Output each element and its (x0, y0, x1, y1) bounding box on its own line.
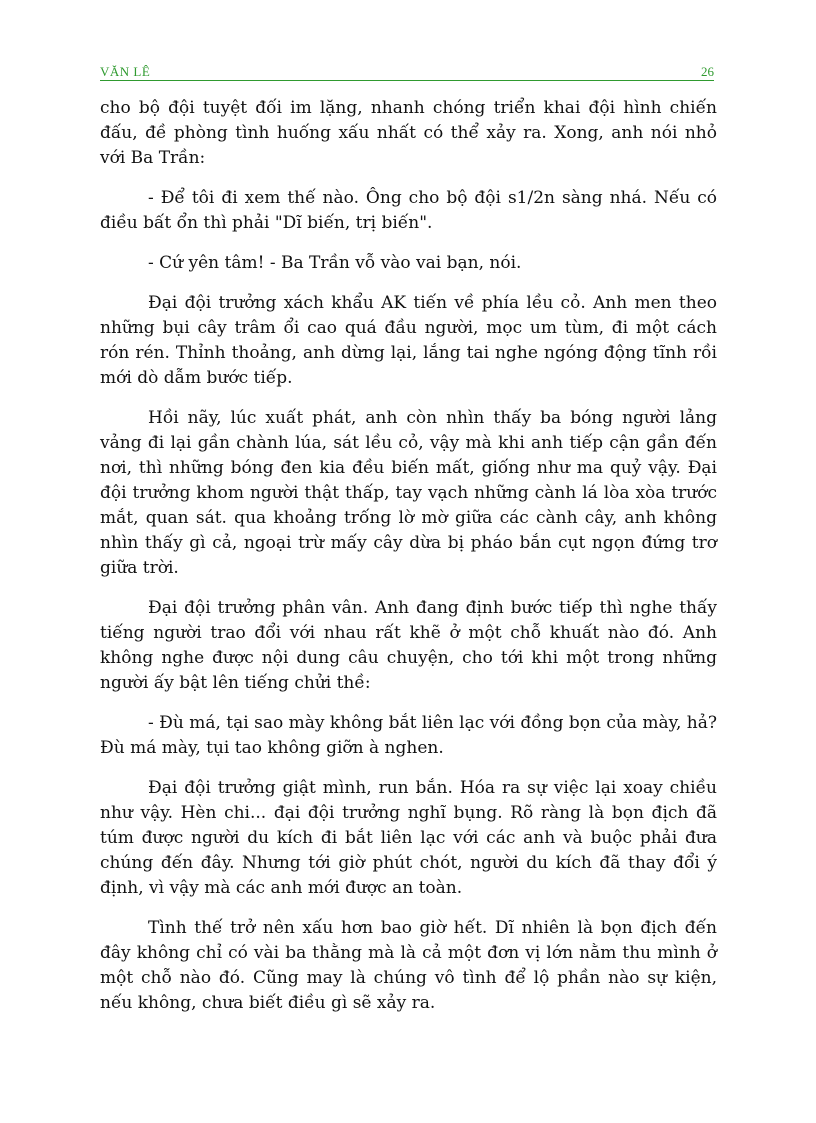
paragraph: cho bộ đội tuyệt đối im lặng, nhanh chóng triển khai đội hình chiến đấu, đề phòng tình huống xấu nhất có thể xảy ra. Xong, anh nói nhỏ với Ba Trần: (100, 98, 717, 168)
header-author: VĂN LÊ (100, 64, 151, 79)
running-header (100, 62, 714, 81)
page-number: 26 (701, 64, 714, 79)
paragraph: Đại đội trưởng phân vân. Anh đang định bước tiếp thì nghe thấy tiếng người trao đổi với nhau rất khẽ ở một chỗ khuất nào đó. Anh không nghe được nội dung câu chuyện, cho tới khi một trong những người ấy bật lên tiếng chửi thề: (100, 598, 717, 693)
paragraph: - Cứ yên tâm! - Ba Trần vỗ vào vai bạn, nói. (148, 253, 522, 273)
body-text (100, 96, 717, 1031)
paragraph: Hồi nãy, lúc xuất phát, anh còn nhìn thấy ba bóng người lảng vảng đi lại gần chành lúa, sát lều cỏ, vậy mà khi anh tiếp cận gần đến nơi, thì những bóng đen kia đều biến mất, giống như ma quỷ vậy. Đại đội trưởng khom người thật thấp, tay vạch những cành lá lòa xòa trước mắt, quan sát. qua khoảng trống lờ mờ giữa các cành cây, anh không nhìn thấy gì cả, ngoại trừ mấy cây dừa bị pháo bắn cụt ngọn đứng trơ giữa trời. (100, 408, 717, 578)
paragraph: - Đù má, tại sao mày không bắt liên lạc với đồng bọn của mày, hả? Đù má mày, tụi tao không giỡn à nghen. (100, 713, 717, 758)
paragraph: - Để tôi đi xem thế nào. Ông cho bộ đội s1/2n sàng nhá. Nếu có điều bất ổn thì phải "Dĩ biến, trị biến". (100, 188, 717, 233)
paragraph: Đại đội trưởng xách khẩu AK tiến về phía lều cỏ. Anh men theo những bụi cây trâm ổi cao quá đầu người, mọc um tùm, đi một cách rón rén. Thỉnh thoảng, anh dừng lại, lắng tai nghe ngóng động tĩnh rồi mới dò dẫm bước tiếp. (100, 293, 717, 388)
paragraph: Tình thế trở nên xấu hơn bao giờ hết. Dĩ nhiên là bọn địch đến đây không chỉ có vài ba thằng mà là cả một đơn vị lớn nằm thu mình ở một chỗ nào đó. Cũng may là chúng vô tình để lộ phần nào sự kiện, nếu không, chưa biết điều gì sẽ xảy ra. (100, 918, 717, 1013)
paragraph: Đại đội trưởng giật mình, run bắn. Hóa ra sự việc lại xoay chiều như vậy. Hèn chi... đại đội trưởng nghĩ bụng. Rõ ràng là bọn địch đã túm được người du kích đi bắt liên lạc với các anh và buộc phải đưa chúng đến đây. Nhưng tới giờ phút chót, người du kích đã thay đổi ý định, vì vậy mà các anh mới được an toàn. (100, 778, 717, 898)
